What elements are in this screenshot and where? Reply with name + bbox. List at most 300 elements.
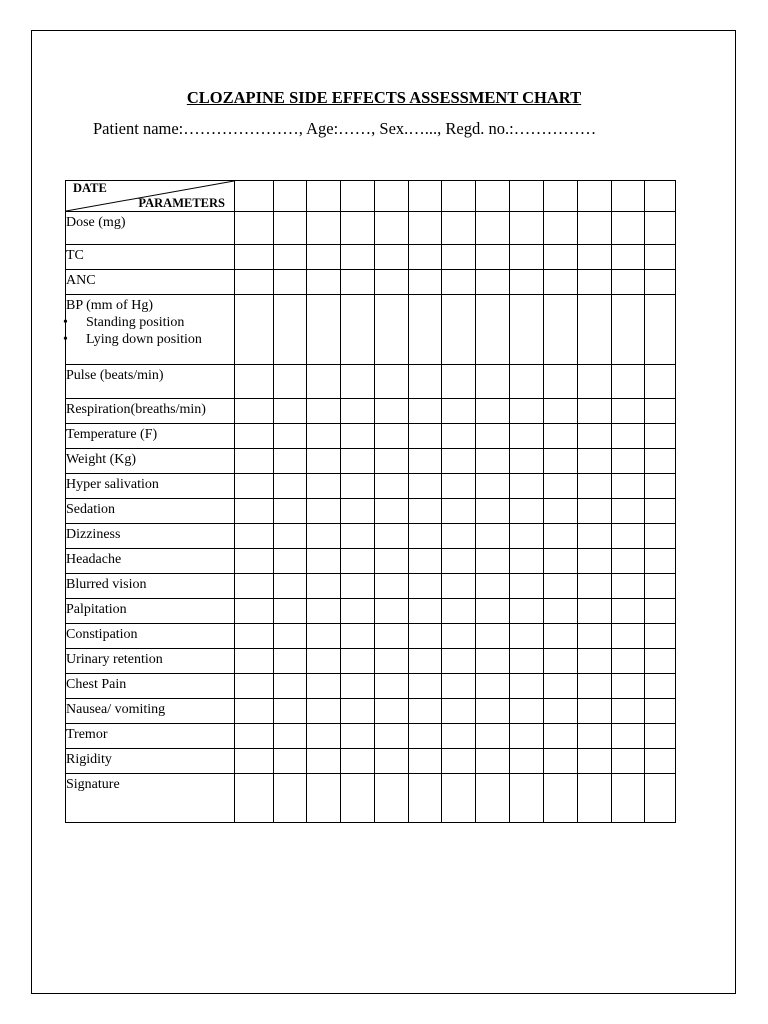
entry-cell[interactable] <box>645 649 676 674</box>
entry-cell[interactable] <box>235 574 274 599</box>
entry-cell[interactable] <box>341 549 375 574</box>
entry-cell[interactable] <box>409 749 442 774</box>
entry-cell[interactable] <box>274 399 307 424</box>
entry-cell[interactable] <box>476 549 510 574</box>
entry-cell[interactable] <box>544 724 578 749</box>
entry-cell[interactable] <box>510 524 544 549</box>
entry-cell[interactable] <box>510 549 544 574</box>
entry-cell[interactable] <box>645 212 676 245</box>
entry-cell[interactable] <box>645 674 676 699</box>
entry-cell[interactable] <box>544 399 578 424</box>
entry-cell[interactable] <box>341 774 375 823</box>
parameter-cell <box>66 624 235 649</box>
entry-cell[interactable] <box>612 674 645 699</box>
entry-cell[interactable] <box>612 365 645 399</box>
entry-cell[interactable] <box>341 424 375 449</box>
entry-cell[interactable] <box>510 749 544 774</box>
entry-cell[interactable] <box>578 212 612 245</box>
entry-cell[interactable] <box>307 574 341 599</box>
entry-cell[interactable] <box>409 624 442 649</box>
entry-cell[interactable] <box>578 365 612 399</box>
entry-cell[interactable] <box>510 624 544 649</box>
entry-cell[interactable] <box>645 699 676 724</box>
entry-cell[interactable] <box>375 774 409 823</box>
entry-cell[interactable] <box>409 295 442 365</box>
entry-cell[interactable] <box>645 499 676 524</box>
entry-cell[interactable] <box>510 499 544 524</box>
entry-cell[interactable] <box>612 399 645 424</box>
entry-cell[interactable] <box>476 774 510 823</box>
entry-cell[interactable] <box>510 424 544 449</box>
entry-cell[interactable] <box>544 649 578 674</box>
entry-cell[interactable] <box>307 749 341 774</box>
entry-cell[interactable] <box>442 724 476 749</box>
entry-cell[interactable] <box>476 365 510 399</box>
entry-cell[interactable] <box>544 699 578 724</box>
entry-cell[interactable] <box>544 270 578 295</box>
entry-cell[interactable] <box>307 399 341 424</box>
entry-cell[interactable] <box>510 599 544 624</box>
entry-cell[interactable] <box>409 574 442 599</box>
entry-cell[interactable] <box>307 449 341 474</box>
entry-cell[interactable] <box>274 774 307 823</box>
entry-cell[interactable] <box>341 474 375 499</box>
entry-cell[interactable] <box>612 245 645 270</box>
entry-cell[interactable] <box>544 674 578 699</box>
entry-cell[interactable] <box>307 699 341 724</box>
entry-cell[interactable] <box>375 365 409 399</box>
table-row <box>66 724 676 749</box>
entry-cell[interactable] <box>645 524 676 549</box>
entry-cell[interactable] <box>544 449 578 474</box>
entry-cell[interactable] <box>341 699 375 724</box>
entry-cell[interactable] <box>341 624 375 649</box>
entry-cell[interactable] <box>578 549 612 574</box>
entry-cell[interactable] <box>409 449 442 474</box>
entry-cell[interactable] <box>544 574 578 599</box>
date-header-cell[interactable] <box>409 181 442 212</box>
entry-cell[interactable] <box>510 674 544 699</box>
date-header-cell[interactable] <box>375 181 409 212</box>
parameter-cell <box>66 599 235 624</box>
entry-cell[interactable] <box>645 424 676 449</box>
entry-cell[interactable] <box>544 424 578 449</box>
entry-cell[interactable] <box>307 524 341 549</box>
entry-cell[interactable] <box>375 549 409 574</box>
entry-cell[interactable] <box>341 524 375 549</box>
entry-cell[interactable] <box>274 524 307 549</box>
entry-cell[interactable] <box>341 212 375 245</box>
entry-cell[interactable] <box>307 724 341 749</box>
entry-cell[interactable] <box>235 399 274 424</box>
entry-cell[interactable] <box>409 474 442 499</box>
entry-cell[interactable] <box>544 749 578 774</box>
entry-cell[interactable] <box>307 624 341 649</box>
entry-cell[interactable] <box>612 270 645 295</box>
date-header-cell[interactable] <box>612 181 645 212</box>
entry-cell[interactable] <box>375 399 409 424</box>
entry-cell[interactable] <box>544 365 578 399</box>
entry-cell[interactable] <box>442 474 476 499</box>
entry-cell[interactable] <box>235 724 274 749</box>
entry-cell[interactable] <box>442 549 476 574</box>
entry-cell[interactable] <box>341 295 375 365</box>
entry-cell[interactable] <box>476 599 510 624</box>
entry-cell[interactable] <box>235 449 274 474</box>
date-header-cell[interactable] <box>274 181 307 212</box>
entry-cell[interactable] <box>409 424 442 449</box>
entry-cell[interactable] <box>476 624 510 649</box>
entry-cell[interactable] <box>645 245 676 270</box>
entry-cell[interactable] <box>409 774 442 823</box>
entry-cell[interactable] <box>442 749 476 774</box>
entry-cell[interactable] <box>341 270 375 295</box>
entry-cell[interactable] <box>375 524 409 549</box>
entry-cell[interactable] <box>409 499 442 524</box>
entry-cell[interactable] <box>442 499 476 524</box>
entry-cell[interactable] <box>578 524 612 549</box>
entry-cell[interactable] <box>307 295 341 365</box>
entry-cell[interactable] <box>235 424 274 449</box>
entry-cell[interactable] <box>409 524 442 549</box>
entry-cell[interactable] <box>409 674 442 699</box>
entry-cell[interactable] <box>578 424 612 449</box>
entry-cell[interactable] <box>578 699 612 724</box>
date-header-cell[interactable] <box>476 181 510 212</box>
entry-cell[interactable] <box>375 699 409 724</box>
entry-cell[interactable] <box>442 649 476 674</box>
entry-cell[interactable] <box>274 270 307 295</box>
entry-cell[interactable] <box>612 724 645 749</box>
entry-cell[interactable] <box>612 624 645 649</box>
entry-cell[interactable] <box>235 699 274 724</box>
entry-cell[interactable] <box>612 599 645 624</box>
date-header-cell[interactable] <box>544 181 578 212</box>
entry-cell[interactable] <box>307 270 341 295</box>
entry-cell[interactable] <box>612 295 645 365</box>
entry-cell[interactable] <box>442 295 476 365</box>
entry-cell[interactable] <box>235 499 274 524</box>
entry-cell[interactable] <box>612 574 645 599</box>
entry-cell[interactable] <box>544 524 578 549</box>
entry-cell[interactable] <box>442 270 476 295</box>
entry-cell[interactable] <box>476 649 510 674</box>
entry-cell[interactable] <box>612 699 645 724</box>
entry-cell[interactable] <box>645 574 676 599</box>
patient-details-line: Patient name:…………………, Age:……, Sex.…..., Regd. no.:…………… <box>93 119 597 138</box>
entry-cell[interactable] <box>341 674 375 699</box>
entry-cell[interactable] <box>375 295 409 365</box>
entry-cell[interactable] <box>510 399 544 424</box>
entry-cell[interactable] <box>274 549 307 574</box>
entry-cell[interactable] <box>307 212 341 245</box>
entry-cell[interactable] <box>409 599 442 624</box>
parameter-label: Constipation <box>66 627 138 642</box>
entry-cell[interactable] <box>442 212 476 245</box>
entry-cell[interactable] <box>578 499 612 524</box>
entry-cell[interactable] <box>442 699 476 724</box>
entry-cell[interactable] <box>235 295 274 365</box>
entry-cell[interactable] <box>578 599 612 624</box>
date-header-cell[interactable] <box>307 181 341 212</box>
entry-cell[interactable] <box>544 245 578 270</box>
entry-cell[interactable] <box>476 524 510 549</box>
entry-cell[interactable] <box>274 624 307 649</box>
entry-cell[interactable] <box>578 270 612 295</box>
entry-cell[interactable] <box>544 624 578 649</box>
parameter-label: Signature <box>66 777 120 792</box>
entry-cell[interactable] <box>274 574 307 599</box>
entry-cell[interactable] <box>274 499 307 524</box>
entry-cell[interactable] <box>375 474 409 499</box>
entry-cell[interactable] <box>235 270 274 295</box>
entry-cell[interactable] <box>235 649 274 674</box>
entry-cell[interactable] <box>476 449 510 474</box>
entry-cell[interactable] <box>341 724 375 749</box>
entry-cell[interactable] <box>341 649 375 674</box>
entry-cell[interactable] <box>409 549 442 574</box>
entry-cell[interactable] <box>274 295 307 365</box>
entry-cell[interactable] <box>645 295 676 365</box>
entry-cell[interactable] <box>375 649 409 674</box>
entry-cell[interactable] <box>274 749 307 774</box>
entry-cell[interactable] <box>578 724 612 749</box>
entry-cell[interactable] <box>578 749 612 774</box>
entry-cell[interactable] <box>235 749 274 774</box>
entry-cell[interactable] <box>375 574 409 599</box>
entry-cell[interactable] <box>442 524 476 549</box>
entry-cell[interactable] <box>510 649 544 674</box>
entry-cell[interactable] <box>510 574 544 599</box>
entry-cell[interactable] <box>510 245 544 270</box>
entry-cell[interactable] <box>510 365 544 399</box>
entry-cell[interactable] <box>341 399 375 424</box>
entry-cell[interactable] <box>341 749 375 774</box>
entry-cell[interactable] <box>274 724 307 749</box>
entry-cell[interactable] <box>476 270 510 295</box>
entry-cell[interactable] <box>235 774 274 823</box>
table-row <box>66 774 676 823</box>
entry-cell[interactable] <box>476 245 510 270</box>
entry-cell[interactable] <box>341 449 375 474</box>
entry-cell[interactable] <box>578 674 612 699</box>
entry-cell[interactable] <box>235 599 274 624</box>
entry-cell[interactable] <box>476 724 510 749</box>
entry-cell[interactable] <box>612 524 645 549</box>
entry-cell[interactable] <box>409 649 442 674</box>
entry-cell[interactable] <box>235 549 274 574</box>
entry-cell[interactable] <box>442 365 476 399</box>
entry-cell[interactable] <box>645 624 676 649</box>
entry-cell[interactable] <box>274 674 307 699</box>
entry-cell[interactable] <box>645 270 676 295</box>
date-header-cell[interactable] <box>645 181 676 212</box>
entry-cell[interactable] <box>375 724 409 749</box>
entry-cell[interactable] <box>375 749 409 774</box>
entry-cell[interactable] <box>235 674 274 699</box>
entry-cell[interactable] <box>578 399 612 424</box>
entry-cell[interactable] <box>476 699 510 724</box>
entry-cell[interactable] <box>510 295 544 365</box>
table-row <box>66 449 676 474</box>
entry-cell[interactable] <box>307 599 341 624</box>
entry-cell[interactable] <box>442 449 476 474</box>
entry-cell[interactable] <box>307 549 341 574</box>
entry-cell[interactable] <box>274 424 307 449</box>
entry-cell[interactable] <box>544 474 578 499</box>
entry-cell[interactable] <box>235 365 274 399</box>
entry-cell[interactable] <box>544 295 578 365</box>
entry-cell[interactable] <box>544 599 578 624</box>
entry-cell[interactable] <box>235 245 274 270</box>
parameter-label: Blurred vision <box>66 577 147 592</box>
entry-cell[interactable] <box>510 212 544 245</box>
entry-cell[interactable] <box>476 674 510 699</box>
date-header-cell[interactable] <box>578 181 612 212</box>
entry-cell[interactable] <box>274 474 307 499</box>
entry-cell[interactable] <box>510 774 544 823</box>
entry-cell[interactable] <box>341 245 375 270</box>
entry-cell[interactable] <box>235 474 274 499</box>
entry-cell[interactable] <box>375 270 409 295</box>
entry-cell[interactable] <box>274 245 307 270</box>
entry-cell[interactable] <box>442 399 476 424</box>
entry-cell[interactable] <box>442 599 476 624</box>
entry-cell[interactable] <box>612 212 645 245</box>
entry-cell[interactable] <box>307 365 341 399</box>
entry-cell[interactable] <box>307 674 341 699</box>
entry-cell[interactable] <box>341 599 375 624</box>
entry-cell[interactable] <box>578 449 612 474</box>
date-header-cell[interactable] <box>235 181 274 212</box>
table-row <box>66 295 676 365</box>
parameter-label: Dose (mg) <box>66 215 126 230</box>
entry-cell[interactable] <box>612 474 645 499</box>
entry-cell[interactable] <box>274 449 307 474</box>
entry-cell[interactable] <box>375 449 409 474</box>
parameter-sublist-item: • Standing position <box>66 314 234 331</box>
entry-cell[interactable] <box>645 599 676 624</box>
entry-cell[interactable] <box>645 724 676 749</box>
entry-cell[interactable] <box>442 624 476 649</box>
entry-cell[interactable] <box>476 295 510 365</box>
entry-cell[interactable] <box>442 674 476 699</box>
entry-cell[interactable] <box>578 474 612 499</box>
entry-cell[interactable] <box>274 365 307 399</box>
entry-cell[interactable] <box>645 474 676 499</box>
entry-cell[interactable] <box>375 599 409 624</box>
date-header-cell[interactable] <box>442 181 476 212</box>
entry-cell[interactable] <box>578 295 612 365</box>
entry-cell[interactable] <box>612 499 645 524</box>
entry-cell[interactable] <box>510 474 544 499</box>
entry-cell[interactable] <box>375 424 409 449</box>
entry-cell[interactable] <box>510 699 544 724</box>
entry-cell[interactable] <box>578 649 612 674</box>
entry-cell[interactable] <box>612 649 645 674</box>
entry-cell[interactable] <box>510 270 544 295</box>
entry-cell[interactable] <box>544 549 578 574</box>
entry-cell[interactable] <box>476 474 510 499</box>
entry-cell[interactable] <box>442 424 476 449</box>
entry-cell[interactable] <box>645 365 676 399</box>
entry-cell[interactable] <box>442 574 476 599</box>
entry-cell[interactable] <box>510 449 544 474</box>
entry-cell[interactable] <box>375 212 409 245</box>
entry-cell[interactable] <box>409 245 442 270</box>
entry-cell[interactable] <box>645 549 676 574</box>
entry-cell[interactable] <box>409 724 442 749</box>
entry-cell[interactable] <box>476 424 510 449</box>
entry-cell[interactable] <box>307 474 341 499</box>
entry-cell[interactable] <box>341 499 375 524</box>
entry-cell[interactable] <box>375 499 409 524</box>
entry-cell[interactable] <box>409 270 442 295</box>
entry-cell[interactable] <box>409 399 442 424</box>
entry-cell[interactable] <box>544 212 578 245</box>
entry-cell[interactable] <box>544 499 578 524</box>
entry-cell[interactable] <box>578 245 612 270</box>
entry-cell[interactable] <box>645 774 676 823</box>
entry-cell[interactable] <box>409 212 442 245</box>
entry-cell[interactable] <box>307 424 341 449</box>
entry-cell[interactable] <box>341 574 375 599</box>
entry-cell[interactable] <box>341 365 375 399</box>
entry-cell[interactable] <box>274 649 307 674</box>
entry-cell[interactable] <box>476 399 510 424</box>
entry-cell[interactable] <box>409 699 442 724</box>
entry-cell[interactable] <box>578 624 612 649</box>
entry-cell[interactable] <box>612 424 645 449</box>
entry-cell[interactable] <box>612 549 645 574</box>
date-header-cell[interactable] <box>341 181 375 212</box>
entry-cell[interactable] <box>476 212 510 245</box>
entry-cell[interactable] <box>274 212 307 245</box>
entry-cell[interactable] <box>375 624 409 649</box>
entry-cell[interactable] <box>645 399 676 424</box>
entry-cell[interactable] <box>307 499 341 524</box>
parameter-label: TC <box>66 248 84 263</box>
entry-cell[interactable] <box>442 774 476 823</box>
entry-cell[interactable] <box>578 774 612 823</box>
entry-cell[interactable] <box>544 774 578 823</box>
entry-cell[interactable] <box>442 245 476 270</box>
entry-cell[interactable] <box>510 724 544 749</box>
entry-cell[interactable] <box>612 449 645 474</box>
entry-cell[interactable] <box>612 749 645 774</box>
entry-cell[interactable] <box>274 599 307 624</box>
parameter-label: Nausea/ vomiting <box>66 702 166 717</box>
date-header-cell[interactable] <box>510 181 544 212</box>
entry-cell[interactable] <box>578 574 612 599</box>
entry-cell[interactable] <box>476 749 510 774</box>
entry-cell[interactable] <box>476 499 510 524</box>
entry-cell[interactable] <box>307 245 341 270</box>
entry-cell[interactable] <box>409 365 442 399</box>
entry-cell[interactable] <box>274 699 307 724</box>
entry-cell[interactable] <box>307 649 341 674</box>
entry-cell[interactable] <box>235 524 274 549</box>
entry-cell[interactable] <box>375 674 409 699</box>
entry-cell[interactable] <box>645 749 676 774</box>
entry-cell[interactable] <box>307 774 341 823</box>
entry-cell[interactable] <box>375 245 409 270</box>
entry-cell[interactable] <box>235 212 274 245</box>
entry-cell[interactable] <box>645 449 676 474</box>
entry-cell[interactable] <box>612 774 645 823</box>
entry-cell[interactable] <box>476 574 510 599</box>
entry-cell[interactable] <box>235 624 274 649</box>
